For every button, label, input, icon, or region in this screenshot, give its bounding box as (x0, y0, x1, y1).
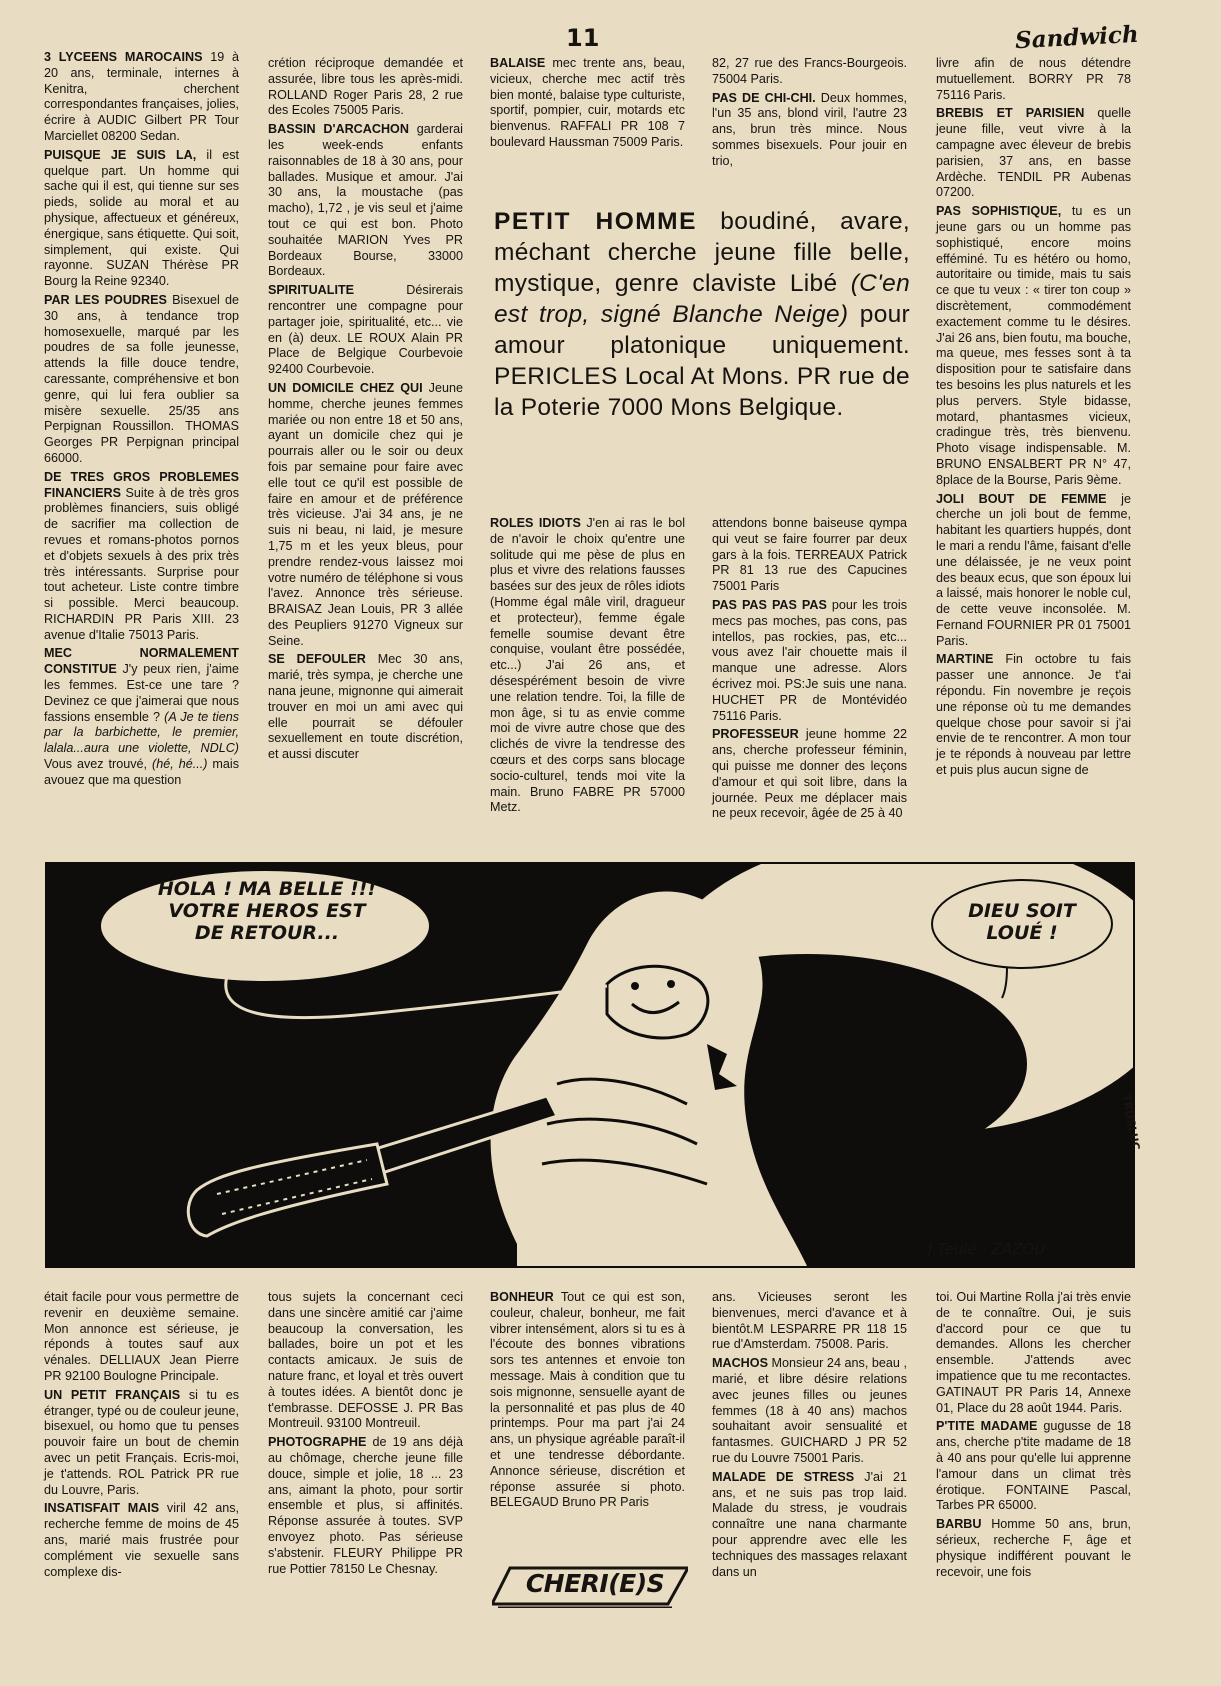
ad-text: crétion réciproque demandée et assurée, libre tous les après-midi. ROLLAND Roger Paris 28, 2 rue des Ecoles 75005 Paris. (268, 56, 463, 118)
bottom-column-1 (44, 1290, 239, 1610)
classified-ad (490, 516, 685, 816)
ad-keyword: PAS SOPHISTIQUE, (936, 204, 1062, 219)
ad-text: Suite à de très gros problèmes financiers, suis obligé de sacrifier ma collection de revues et romans-photos pornos et d'objets sexuels à des prix très très intéressants. Surprise pour tout acheteur. Liste contre timbre si possible. Merci beaucoup. RICHARDIN PR Paris XIII. 23 avenue d'Italie 75013 Paris. (44, 485, 239, 642)
ad-keyword: PHOTOGRAPHE (268, 1435, 367, 1450)
ad-text: mais avouez que ma question (44, 757, 239, 787)
classified-ad (44, 293, 239, 467)
ad-text: 19 à 20 ans, terminale, internes à Kenitra, cherchent correspondantes françaises, jolies, écrire à AUDIC Gilbert PR Tour Marciellet 08200 Sedan. (44, 50, 239, 143)
ad-text: il est quelque part. Un homme qui sache qui il est, qui tienne sur ses pieds, solide au moral et au physique, affectueux et généreux, énergique, sans étiquette. Qui soit, simplement, qui existe. Qui rayonne. SUZAN Thérèse PR Bourg la Reine 92340. (44, 147, 239, 289)
ad-text: Mec 30 ans, marié, très sympa, je cherche une nana jeune, mignonne qui aimerait trouver en moi un ami avec qui elle pourrait se défouler sexuellement en toute discrétion, et aussi discuter (268, 652, 463, 762)
ad-text: Monsieur 24 ans, beau , marié, et libre désire relations avec jeunes filles ou jeunes femmes (18 à 40 ans) machos souhaitant avoir sensualité et fantasmes. GUICHARD J PR 52 rue du Louvre 75001 Paris. (712, 1356, 907, 1465)
ad-keyword: SE DEFOULER (268, 652, 366, 667)
bottom-column-2 (268, 1290, 463, 1610)
classified-ad (490, 56, 685, 151)
classified-ad (44, 1388, 239, 1499)
ad-keyword: ROLES IDIOTS (490, 516, 581, 530)
classified-ad (268, 1290, 463, 1432)
ad-text: gugusse de 18 ans, cherche p'tite madame de 18 à 40 ans pour qu'elle lui apprenne l'amour dans un climat très érotique. FONTAINE Pascal, Tarbes PR 65000. (936, 1419, 1131, 1513)
classified-ad (712, 727, 907, 822)
ad-text: jeune homme 22 ans, cherche professeur féminin, qui puisse me donner des leçons d'amour et qui soit libre, dans la journée. Peux me déplacer mais ne peux recevoir, âgée de 25 à 40 (712, 727, 907, 821)
ad-text: garderai les week-ends enfants raisonnables de 18 à 30 ans, pour ballades. Musique et amour. J'ai 30 ans, la moustache (pas macho), 1,72 , je vis seul et j'aime tout ce qui est bon. Photo souhaitée MARION Yves PR Bordeaux Bourse, 33000 Bordeaux. (268, 122, 463, 279)
ad-keyword: MALADE DE STRESS (712, 1469, 855, 1484)
ad-text: J'ai 21 ans, et ne suis pas trop laid. Malade du stress, je voudrais connaître une nana charmante pour apprendre avec elle les techniques des massages relaxant dans un (712, 1469, 908, 1579)
classified-ad (44, 646, 239, 788)
ad-text: Vous avez trouvé, (44, 757, 148, 772)
bottom-column-5 (936, 1290, 1131, 1610)
bottom-column-4 (712, 1290, 907, 1610)
ad-text: était facile pour vous permettre de revenir en deuxième semaine. Mon annonce est sérieuse, je réponds à toutes sauf aux vénales. DELLIAUX Jean Pierre PR 92100 Boulogne Principale. (44, 1290, 239, 1383)
speech-line: HOLA ! MA BELLE !!! (157, 878, 377, 900)
ad-keyword: BASSIN D'ARCACHON (268, 122, 409, 137)
ad-keyword: MEC NORMALEMENT CONSTITUE (44, 646, 239, 677)
ad-text: si tu es étranger, typé ou de couleur jeune, bisexuel, ou homo que tu penses pouvoir faire un bout de chemin avec un petit Français. Ecris-moi, je t'attends. ROL Patrick PR rue du Louvre, Paris. (44, 1387, 239, 1497)
ad-keyword: MACHOS (712, 1356, 768, 1371)
classified-ad (712, 91, 907, 170)
top-column-4 (712, 56, 907, 186)
section-label: CHERI(E)S (525, 1569, 665, 1598)
classified-ad (936, 106, 1131, 201)
ad-text: Désirerais rencontrer une compagne pour partager joie, spiritualité, etc... vie en (à) deux. LE ROUX Alain PR Place de Belgique Courbevoie 92400 Courbevoie. (268, 283, 463, 377)
big-ad-text-2: pour amour platonique uniquement. PERICLES Local At Mons. PR rue de la Poterie 7000 Mons Belgique. (494, 301, 911, 421)
classified-ad (936, 1419, 1131, 1514)
classified-ad (44, 148, 239, 290)
ad-text: quelle jeune fille, veut vivre à la campagne avec éleveur de brebis parisien, 37 ans, en basse Ardèche. TENDIL PR Aubenas 07200. (936, 106, 1131, 200)
classified-ad (44, 1290, 239, 1385)
mid-column-1 (490, 516, 685, 844)
ad-keyword: PROFESSEUR (712, 727, 799, 742)
ad-text: J'en ai ras le bol de n'avoir le choix qu'entre une solitude qui me pèse de plus en plus et vivre des relations fausses basées sur des jeux de rôles idiots (Homme égal mâle viril, dragueur et protecteur), femme égale femelle soumise devant être conquise, voulant être possédée, etc...) J'ai 26 ans, et désespérément besoin de vivre une relation tendre. Toi, la fille de mon âge, si tu as envie comme moi de vivre autre chose que des clichés de vivre la tendresse des cœurs et des corps sans blocage socio-culturel, tends moi vite la main. Bruno FABRE PR 57000 Metz. (490, 516, 685, 815)
ad-text: Bisexuel de 30 ans, à tendance trop homosexuelle, marqué par les poudres de sa folle jeunesse, attends la fille douce tendre, caressante, compréhensive et bon genre, qui lui fera oublier sa misère sexuelle. 25/35 ans Perpignan Roussillon. THOMAS Georges PR Perpignan principal 66000. (44, 292, 239, 465)
ad-keyword: JOLI BOUT DE FEMME (936, 491, 1107, 506)
cartoon-signature: J.Teulé - ZAZOU (928, 1240, 1046, 1258)
ad-text: livre afin de nous détendre mutuellement. BORRY PR 78 75116 Paris. (936, 56, 1131, 102)
classified-ad (712, 56, 907, 88)
ad-keyword: BREBIS ET PARISIEN (936, 106, 1085, 121)
ad-text: de 19 ans déjà au chômage, cherche jeune fille douce, simple et jolie, 18 ... 23 ans, aimant la photo, pour sortir ensemble et plus, si affinités. Réponse assurée à toutes. SVP envoyez photo. Pas sérieuse s'abstenir. FLEURY Philippe PR rue Pottier 78150 Le Chesnay. (268, 1435, 463, 1576)
page-number: 11 (566, 24, 600, 52)
ad-text: viril 42 ans, recherche femme de moins de 45 ans, marié mais frustrée pour complément vie sexuelle sans complexe dis- (44, 1501, 239, 1579)
ad-keyword: PAR LES POUDRES (44, 292, 167, 307)
speech-line: DIEU SOIT (968, 900, 1076, 922)
top-column-3 (490, 56, 685, 186)
big-ad-petit-homme (494, 206, 910, 423)
classified-ad (936, 652, 1131, 778)
ad-italic-note: (A Je te tiens par la barbichette, le premier, lalala...aura une violette, NDLC) (44, 709, 239, 756)
classified-ad (936, 204, 1131, 488)
stamp-text: TRUSLUC (1119, 1093, 1143, 1152)
ad-italic-note: (hé, hé...) (147, 757, 208, 772)
top-column-5 (936, 56, 1131, 844)
ad-text: Jeune homme, cherche jeunes femmes mariée ou non entre 18 et 50 ans, ayant un domicile chez qui je pourrais aller ou le soir ou deux fois par semaine pour faire avec elle tout ce qu'il est possible de faire en amour et de préférence très vicieuse. J'ai 34 ans, je ne suis ni beau, ni laid, je mesure 1,75 m et les yeux bleus, pour prendre rendez-vous laissez moi votre numéro de téléphone si vous l'avez. Annonce très sérieuse. BRAISAZ Jean Louis, PR 3 allée des Peupliers 91270 Vigneux sur Seine. (268, 380, 463, 648)
classified-ad (268, 122, 463, 280)
classified-ad (268, 283, 463, 378)
classified-ad (936, 56, 1131, 103)
classified-ad (268, 1435, 463, 1577)
ad-keyword: 3 LYCEENS MAROCAINS (44, 50, 203, 64)
ad-keyword: BALAISE (490, 56, 546, 70)
mid-column-2 (712, 516, 907, 844)
big-ad-italic: (C'en est trop, signé Blanche Neige) (494, 270, 910, 328)
ad-keyword: BARBU (936, 1517, 982, 1532)
cartoon-stamp (1078, 1093, 1158, 1178)
ad-text: Deux hommes, l'un 35 ans, blond viril, l'autre 23 ans, brun très mince. Nous sommes bisexuels. Pour jouir en trio, (712, 90, 907, 168)
classified-ad (44, 50, 239, 145)
ad-keyword: BONHEUR (490, 1290, 554, 1304)
ad-text: Tout ce qui est son, couleur, chaleur, bonheur, me fait vibrer intensément, alors si tu es à l'écoute des bonnes vibrations sors tes antennes et envoie ton message. Mais à condition que tu sois mignonne, sensuelle ayant de la personnalité et pas plus de 40 printemps. Pour ma part j'ai 24 ans, un physique agréable paraît-il et une tendresse débordante. Annonce sérieuse, discrétion et réponse assurée si photo. BELEGAUD Bruno PR Paris (490, 1290, 685, 1510)
big-ad-text: boudiné, avare, méchant cherche jeune fille belle, mystique, genre claviste Libé (494, 208, 910, 297)
classified-ad (936, 1290, 1131, 1416)
ad-text: mec trente ans, beau, vicieux, cherche mec actif très bien monté, balaise type culturiste, sportif, pompier, cuir, motards etc bienvenus. RAFFALI PR 108 7 boulevard Haussman 75009 Paris. (490, 56, 685, 149)
classified-ad (712, 598, 907, 724)
ad-text: pour les trois mecs pas moches, pas cons, pas intellos, pas rockies, pas, etc... vous avez l'air chouette mais il manque une adresse. Alors écrivez moi. PS:Je suis une nana. HUCHET PR de Montévidéo 75116 Paris. (712, 597, 907, 723)
classified-ad (44, 1501, 239, 1580)
classified-ad (44, 470, 239, 644)
ad-keyword: DE TRES GROS PROBLEMES FINANCIERS (44, 469, 239, 500)
ad-text: attendons bonne baiseuse qympa qui veut se faire fourrer par deux gars à la fois. TERREAUX Patrick PR 81 13 rue des Capucines 75001 Paris (712, 516, 907, 594)
ad-text: je cherche un joli bout de femme, habitant les quartiers huppés, dont le mari a rendu l'âme, faisant d'elle une délaissée, je ne veux point des beaux ecus, que son époux lui a laissé, mais honorer le noble cul, de cette veuve inconsolée. M. Fernand FOURNIER PR 01 75001 Paris. (936, 491, 1131, 648)
classified-ad (712, 1290, 907, 1353)
ad-keyword: PAS DE CHI-CHI. (712, 90, 816, 105)
ad-text: Homme 50 ans, brun, sérieux, recherche F, âge et physique indifférent pouvant le recevoir, une fois (936, 1517, 1131, 1579)
classified-ad (268, 56, 463, 119)
speech-line: LOUÉ ! (986, 922, 1058, 944)
top-column-2 (268, 56, 463, 844)
classified-ad (490, 1290, 685, 1511)
ad-text: Fin octobre tu fais passer une annonce. Je t'ai répondu. Fin novembre je reçois une réponse où tu me demandes quelque chose pour savoir si j'ai envie de te rencontrer. A mon tour je te réponds à nouveau par lettre et puis plus aucun signe de (936, 652, 1131, 778)
classified-ad (936, 492, 1131, 650)
ad-keyword: PAS PAS PAS PAS (712, 597, 827, 612)
cartoon-panel (45, 862, 1135, 1268)
ad-keyword: INSATISFAIT MAIS (44, 1501, 160, 1516)
ad-keyword: P'TITE MADAME (936, 1419, 1038, 1434)
speech-bubble-left (137, 878, 397, 944)
classified-ad (268, 381, 463, 650)
ad-keyword: SPIRITUALITE (268, 283, 355, 298)
classified-ad (936, 1517, 1131, 1580)
speech-bubble-right (947, 900, 1097, 944)
ad-text: tu es un jeune gars ou un homme pas sophistiqué, encore moins efféminé. Tu es hétéro ou homo, autoritaire ou timide, mais tu sais ce que tu veux : « tirer ton coup » discrètement, commodément exactement comme tu le désires. J'ai 26 ans, bien foutu, ma bouche, ma queue, mes fesses sont à ta disposition pour te satisfaire dans tes besoins les plus naturels et les plus pervers. Style bidasse, motard, phantasmes vicieux, cradingue très, très bienvenu. Photo visage indispensable. M. BRUNO ENSALBERT PR N° 47, 8place de la Bourse, Paris 9ème. (936, 204, 1132, 487)
sandwich-logo: Sandwich (1014, 20, 1140, 55)
ad-text: tous sujets la concernant ceci dans une sincère amitié car j'aime beaucoup la conversation, les ballades, boire un pot et les contacts amicaux. Je suis de nature franc, et loyal et très ouvert à toutes idées. A bientôt donc je t'embrasse. DEFOSSE J. PR Bas Montreuil. 93100 Montreuil. (268, 1290, 463, 1431)
ad-text: toi. Oui Martine Rolla j'ai très envie de te connaître. Oui, je suis d'accord pour ce que tu demandes. Allons les chercher ensemble. J'attends avec impatience que tu me recontactes. GATINAUT PR Paris 14, Annexe 01, Place du 28 août 1944. Paris. (936, 1290, 1131, 1415)
ad-keyword: MARTINE (936, 652, 994, 667)
speech-line: VOTRE HEROS EST (168, 900, 366, 922)
classified-ad (268, 652, 463, 763)
ad-text: J'y peux rien, j'aime les femmes. Est-ce une tare ? Devinez ce que j'aimerai que nous fassions ensemble ? (44, 662, 239, 724)
classified-ad (712, 1470, 907, 1581)
ad-text: 82, 27 rue des Francs-Bourgeois. 75004 Paris. (712, 56, 907, 86)
classified-ad (712, 516, 907, 595)
top-column-1 (44, 50, 239, 844)
bottom-column-3 (490, 1290, 685, 1550)
classified-ad (712, 1356, 907, 1467)
speech-line: DE RETOUR... (194, 922, 340, 944)
ad-keyword: UN DOMICILE CHEZ QUI (268, 380, 423, 395)
big-ad-keyword: PETIT HOMME (494, 208, 697, 235)
ad-text: ans. Vicieuses seront les bienvenues, merci d'avance et à bientôt.M LESPARRE PR 118 15 rue d'Amsterdam. 75008. Paris. (712, 1290, 907, 1352)
ad-keyword: UN PETIT FRANÇAIS (44, 1387, 181, 1402)
ad-keyword: PUISQUE JE SUIS LA, (44, 147, 197, 162)
